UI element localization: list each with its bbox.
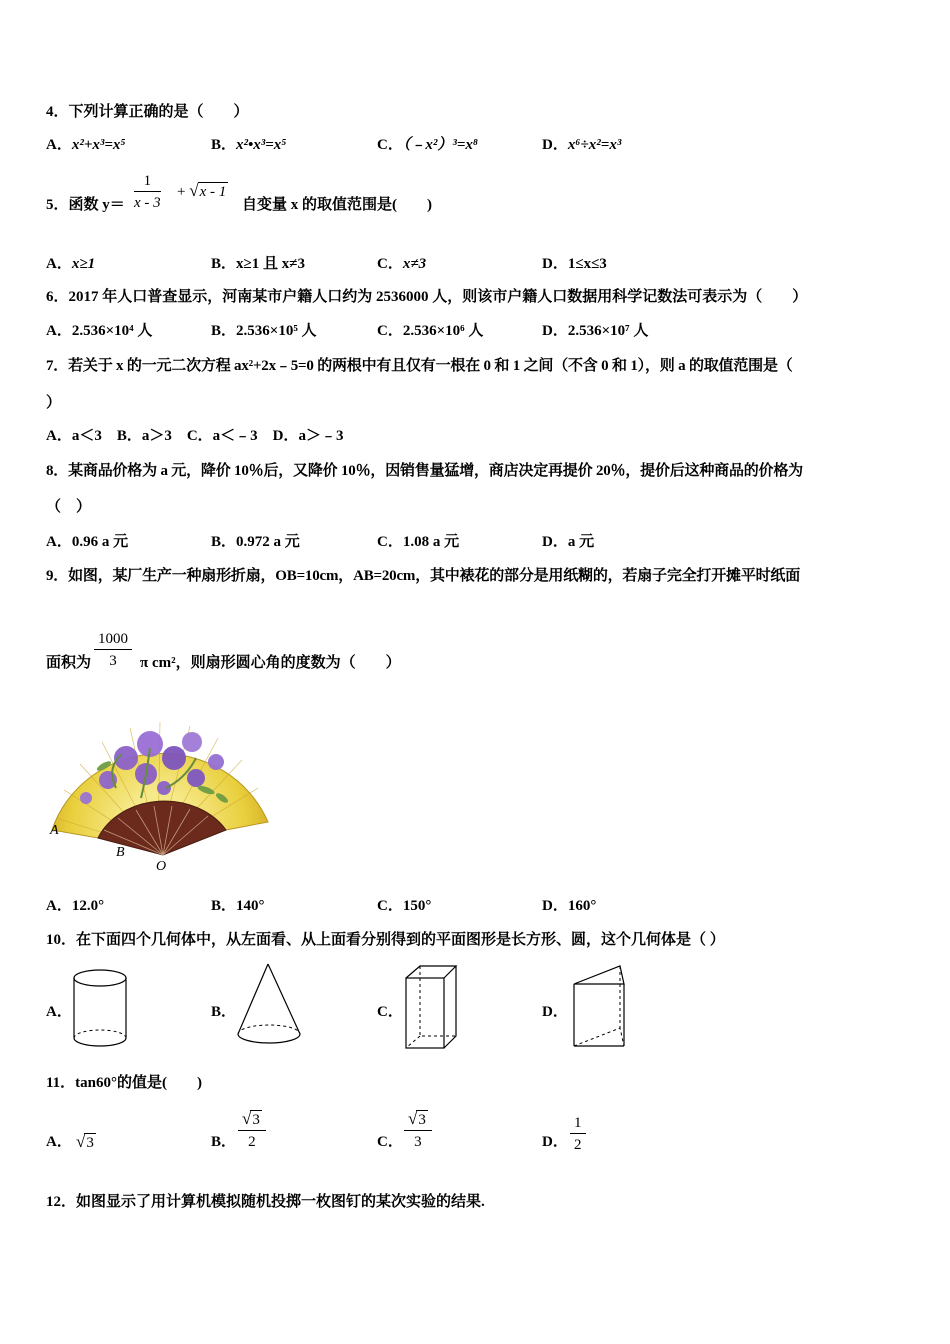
fan-label-o: O (156, 859, 167, 874)
fan-label-b: B (116, 845, 125, 860)
q9-option-d-label: D． (542, 898, 568, 914)
q4-option-b-label: B． (211, 137, 237, 153)
q4-option-d-label: D． (542, 137, 568, 153)
q5-option-d-expr: 1≤x≤3 (567, 256, 607, 272)
q9-area-prefix: 面积为 (46, 655, 92, 671)
q11-option-d-label[interactable]: D． (542, 1134, 568, 1150)
q9-option-a[interactable] (46, 897, 104, 915)
q11-option-c-numerator (404, 1110, 432, 1131)
q11-option-b-value[interactable] (238, 1110, 266, 1151)
q5-plus-sign: + (177, 184, 186, 200)
q6-option-c-label: C． (377, 323, 403, 339)
q9-option-b-expr: 140° (236, 898, 265, 914)
q9-area-fraction (94, 630, 132, 670)
q8-option-c[interactable] (377, 533, 459, 551)
q10-option-d-label[interactable]: D． (542, 1004, 568, 1020)
q5-option-c[interactable] (377, 255, 426, 273)
q8-option-a-expr: 0.96 a 元 (71, 534, 129, 550)
q8-option-c-expr: 1.08 a 元 (402, 534, 460, 550)
q6-option-a[interactable] (46, 322, 152, 340)
q5-stem-prefix: 5．函数 y＝ (46, 197, 125, 213)
q5-option-c-label: C． (377, 256, 403, 272)
q4-option-b-expr: x²•x³=x⁵ (236, 137, 287, 153)
q8-option-d[interactable] (542, 533, 594, 551)
q5-stem-suffix: 自变量 x 的取值范围是( ) (242, 197, 432, 213)
q11-option-c-value[interactable] (404, 1110, 432, 1151)
q6-option-b[interactable] (211, 322, 317, 340)
q6-option-b-expr: 2.536×10⁵ 人 (236, 323, 317, 339)
q11-option-d-denominator: 2 (574, 1137, 582, 1153)
sqrt-icon: √ (408, 1109, 418, 1128)
q5-option-a-label: A． (46, 256, 72, 272)
q6-option-d[interactable] (542, 322, 648, 340)
q6-option-b-label: B． (211, 323, 237, 339)
q8-stem-line1: 8．某商品价格为 a 元，降价 10％后，又降价 10％，因销售量猛增，商店决定再提价 20％，提价后这种商品的价格为 (46, 463, 803, 479)
q9-option-c[interactable] (377, 897, 431, 915)
q6-option-a-expr: 2.536×10⁴ 人 (71, 323, 153, 339)
q5-fraction (134, 172, 161, 212)
q5-fraction-numerator: 1 (134, 172, 161, 192)
q8-option-b-expr: 0.972 a 元 (236, 534, 300, 550)
q7-stem-line2: ） (46, 395, 62, 411)
cone-icon[interactable] (234, 960, 304, 1052)
q9-option-a-label: A． (46, 898, 72, 914)
q4-option-b[interactable] (211, 136, 287, 154)
q4-option-a-expr: x²+x³=x⁵ (71, 137, 126, 153)
q9-area-suffix: π cm²，则扇形圆心角的度数为（ ） (140, 655, 401, 671)
q12-stem: 12．如图显示了用计算机模拟随机投掷一枚图钉的某次实验的结果. (46, 1194, 485, 1210)
q6-option-d-expr: 2.536×10⁷ 人 (567, 323, 649, 339)
q11-stem: 11．tan60°的值是( ) (46, 1075, 202, 1091)
q4-option-c[interactable] (377, 136, 478, 154)
q5-option-a-expr: x≥1 (71, 256, 96, 272)
folding-fan-figure (46, 718, 276, 878)
q11-option-a-label[interactable]: A． (46, 1134, 72, 1150)
q5-radical-expression (177, 182, 228, 201)
q11-option-c-label[interactable]: C． (377, 1134, 403, 1150)
q8-option-a-label: A． (46, 534, 72, 550)
q5-fraction-denominator: x - 3 (134, 195, 161, 211)
q11-option-c-radicand: 3 (418, 1112, 426, 1128)
q10-option-a-label[interactable]: A． (46, 1004, 72, 1020)
q9-option-c-label: C． (377, 898, 403, 914)
q4-option-c-label: C． (377, 137, 403, 153)
q11-option-d-value[interactable] (570, 1114, 586, 1154)
q5-option-b[interactable] (211, 255, 305, 273)
q11-option-c-denominator: 3 (414, 1134, 422, 1150)
q9-option-a-expr: 12.0° (71, 898, 105, 914)
q5-option-d-label: D． (542, 256, 568, 272)
q11-option-b-numerator (238, 1110, 266, 1131)
sqrt-icon: √ (76, 1132, 86, 1151)
q5-radicand: x - 1 (199, 184, 227, 200)
q8-option-d-label: D． (542, 534, 568, 550)
q6-option-a-label: A． (46, 323, 72, 339)
q9-option-b[interactable] (211, 897, 265, 915)
q4-option-d[interactable] (542, 136, 621, 154)
q7-options[interactable]: A．a＜3 B．a＞3 C．a＜﹣3 D．a＞﹣3 (46, 428, 344, 444)
q4-option-c-expr: （﹣x²）³=x⁸ (402, 137, 479, 153)
q9-area-fraction-numerator: 1000 (94, 630, 132, 650)
q6-option-c[interactable] (377, 322, 483, 340)
q10-option-c-label[interactable]: C． (377, 1004, 403, 1020)
fan-label-a: A (50, 823, 59, 838)
q11-option-d-numerator: 1 (570, 1114, 586, 1134)
q10-option-b-label[interactable]: B． (211, 1004, 237, 1020)
q11-option-b-radicand: 3 (252, 1112, 260, 1128)
q9-area-fraction-denominator: 3 (109, 653, 117, 669)
q8-option-b[interactable] (211, 533, 300, 551)
triangular-prism-icon[interactable] (570, 962, 630, 1054)
q5-option-b-expr: x≥1 且 x≠3 (236, 256, 305, 272)
q7-stem-line1: 7．若关于 x 的一元二次方程 ax²+2x﹣5=0 的两根中有且仅有一根在 0 和 1 之间（不含 0 和 1），则 a 的取值范围是（ (46, 358, 793, 374)
q8-option-a[interactable] (46, 533, 128, 551)
q9-option-d[interactable] (542, 897, 596, 915)
q8-option-c-label: C． (377, 534, 403, 550)
q9-option-b-label: B． (211, 898, 237, 914)
sqrt-icon: √ (242, 1109, 252, 1128)
q9-stem-line1: 9．如图，某厂生产一种扇形折扇，OB=10cm，AB=20cm，其中裱花的部分是用纸糊的，若扇子完全打开摊平时纸面 (46, 568, 801, 584)
q11-option-a-value[interactable] (76, 1133, 96, 1152)
cylinder-icon[interactable] (70, 966, 130, 1056)
q5-option-a[interactable] (46, 255, 95, 273)
q6-option-c-expr: 2.536×10⁶ 人 (402, 323, 484, 339)
q11-option-a-radicand: 3 (86, 1135, 94, 1151)
q9-option-c-expr: 150° (402, 898, 432, 914)
q4-stem: 4．下列计算正确的是（ ） (46, 104, 249, 120)
q5-option-b-label: B． (211, 256, 237, 272)
q4-option-a-label: A． (46, 137, 72, 153)
q8-option-d-expr: a 元 (567, 534, 595, 550)
q11-option-b-denominator: 2 (248, 1134, 256, 1150)
q10-stem: 10．在下面四个几何体中，从左面看、从上面看分别得到的平面图形是长方形、圆，这个几何体是（ ） (46, 932, 725, 948)
q5-option-c-expr: x≠3 (402, 256, 427, 272)
q4-option-d-expr: x⁶÷x²=x³ (567, 137, 622, 153)
q4-option-a[interactable] (46, 136, 126, 154)
q6-option-d-label: D． (542, 323, 568, 339)
q6-stem: 6．2017 年人口普查显示，河南某市户籍人口约为 2536000 人，则该市户籍人口数据用科学记数法可表示为（ ） (46, 289, 808, 305)
q5-option-d[interactable] (542, 255, 607, 273)
q11-option-b-label[interactable]: B． (211, 1134, 237, 1150)
sqrt-icon: √ (189, 181, 199, 200)
q8-stem-line2: （ ） (46, 499, 92, 515)
q8-option-b-label: B． (211, 534, 237, 550)
rectangular-prism-icon[interactable] (402, 962, 462, 1054)
q9-option-d-expr: 160° (567, 898, 597, 914)
